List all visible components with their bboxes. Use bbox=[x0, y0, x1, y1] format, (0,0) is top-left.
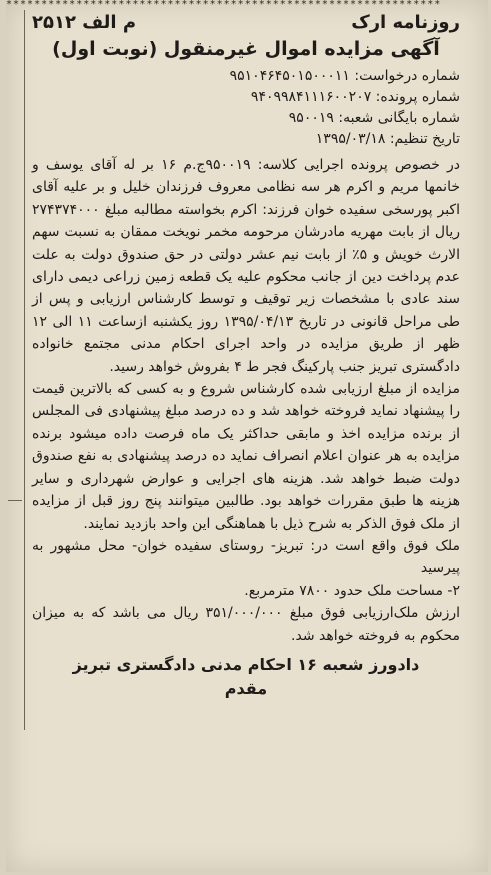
column-divider bbox=[24, 10, 25, 730]
notice-meta bbox=[32, 66, 460, 150]
notice-header bbox=[32, 12, 460, 36]
signature-name: مقدم bbox=[224, 678, 268, 698]
newspaper-name: روزنامه ارک bbox=[351, 12, 460, 33]
case-paragraph: در خصوص پرونده اجرایی کلاسه: ۹۵۰۰۱۹ج.م ۱۶ بر له آقای یوسف و خانمها مریم و اکرم هر سه نظامی معروف فرزندان خلیل و بر علیه آقای اکبر پورسخی سفیده خوان فرزند: اکرم بخواسته مطالبه مبلغ ۲۷۴۳۷۴۰۰۰ ریال از بابت مهریه مادرشان مرحومه مخمر نویخت ممقان به نسبت سهم الارث خویش و ۵٪ از بابت نیم عشر دولتی در حق صندوق دولت به علت عدم پرداخت دین از جانب محکوم علیه یک قطعه زمین زراعی دیمی دارای سند عادی با مشخصات زیر توقیف و توسط کارشناس ارزیابی و پس از طی مراحل قانونی در تاریخ ۱۳۹۵/۰۴/۱۳ روز یکشنبه ازساعت ۱۱ الی ۱۲ ظهر از طریق مزایده در واحد اجرای احکام مدنی مجتمع خانواده دادگستری تبریز جنب پارکینگ فجر ط ۴ بفروش خواهد رسید. bbox=[32, 157, 461, 375]
signature-office: دادورز شعبه ۱۶ احکام مدنی دادگستری تبریز bbox=[72, 654, 420, 674]
notice-content bbox=[32, 12, 460, 701]
issue-date: تاریخ تنظیم: ۱۳۹۵/۰۳/۱۸ bbox=[315, 131, 460, 147]
property-location: ملک فوق واقع است در: تبریز- روستای سفیده خوان- محل مشهور به پیرسید bbox=[32, 537, 460, 577]
auction-terms-paragraph: مزایده از مبلغ ارزیابی شده کارشناس شروع و به کسی که بالاترین قیمت را پیشنهاد نماید فروخته خواهد شد و ده درصد مبلغ پیشنهادی فی المجلس از برنده مزایده اخذ و مابقی حداکثر یک ماه فرصت داده میشود برنده مزایده به هر عنوان اعلام انصراف نماید ده درصد پیشنهادی به نفع صندوق دولت ضبط خواهد شد. هزینه های اجرایی و عوارض شهرداری و سایر هزینه ها طبق مقررات خواهد بود. طالبین میتوانند پنج روز قبل از مزایده از ملک فوق الذکر به شرح ذیل با هماهنگی این واحد بازدید نمایند. bbox=[32, 381, 460, 532]
notice-body bbox=[32, 154, 460, 647]
archive-number: شماره بایگانی شعبه: ۹۵۰۰۱۹ bbox=[288, 110, 460, 126]
decorative-star-border: ************************************************************** bbox=[6, 0, 442, 10]
notice-title: آگهی مزایده اموال غیرمنقول (نوبت اول) bbox=[52, 38, 440, 60]
file-number: شماره پرونده: ۹۴۰۹۹۸۴۱۱۱۶۰۰۲۰۷ bbox=[250, 89, 460, 105]
newspaper-clipping bbox=[6, 0, 488, 872]
property-area: ۲- مساحت ملک حدود ۷۸۰۰ مترمربع. bbox=[244, 582, 460, 599]
notice-code: م الف ۲۵۱۲ bbox=[32, 12, 137, 33]
signature-block bbox=[32, 653, 460, 701]
request-number: شماره درخواست: ۹۵۱۰۴۶۴۵۰۱۵۰۰۰۱۱ bbox=[229, 68, 460, 84]
property-value: ارزش ملک‌ارزیابی فوق مبلغ ۳۵۱/۰۰۰/۰۰۰ ریال می باشد که به میزان محکوم به فروخته خواهد شد. bbox=[32, 605, 460, 644]
adjacent-column-edge bbox=[8, 500, 22, 551]
